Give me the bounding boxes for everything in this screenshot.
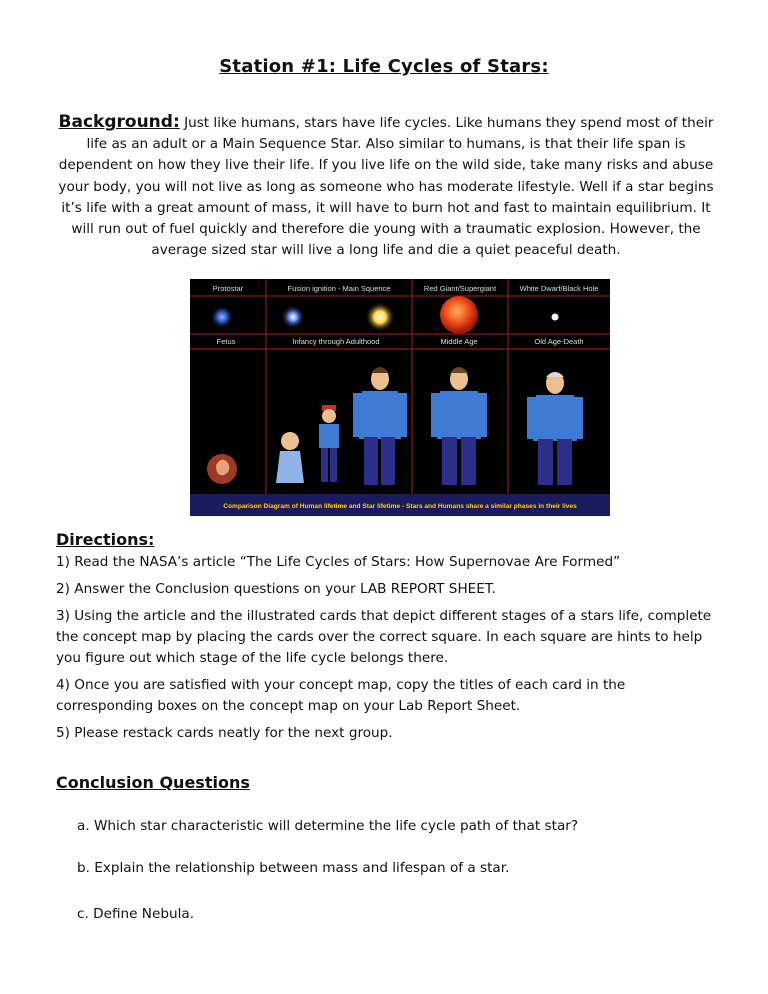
star-human-lifecycle-diagram — [190, 279, 610, 516]
direction-item: 1) Read the NASA’s article “The Life Cycles of Stars: How Supernovae Are Formed” — [56, 554, 621, 570]
human-stage-fetus: Fetus — [216, 337, 236, 346]
directions-list — [56, 552, 716, 750]
directions-heading: Directions: — [56, 530, 155, 549]
white-dwarf-image — [552, 314, 559, 321]
page-title: Station #1: Life Cycles of Stars: — [219, 56, 549, 77]
star-stage-protostar: Protostar — [212, 284, 244, 293]
background-text: Just like humans, stars have life cycles. Like humans they spend most of their life as an adult or a Main Sequence Star. Also similar to humans, is that their life span is dependent on how they live their life. If you live life on the wild side, take many risks and abuse your body, you will not live as long as someone who has moderate lifestyle. Well if a star begins it’s life with a great amount of mass, it will have to burn hot and fast to maintain equilibrium. It will run out of fuel quickly and therefore die young with a traumatic explosion. However, the average sized star will live a long life and die a quiet peaceful death. — [58, 115, 714, 259]
human-stage-middle-age: Middle Age — [440, 337, 478, 346]
direction-item: 4) Once you are satisfied with your concept map, copy the titles of each card in the corresponding boxes on the concept map on your Lab Report Sheet. — [56, 677, 626, 714]
star-stage-red-giant: Red Giant/Supergiant — [423, 284, 497, 293]
conclusion-heading: Conclusion Questions — [56, 773, 250, 792]
background-label: Background: — [58, 112, 180, 132]
background-paragraph — [52, 112, 720, 261]
protostar-image — [210, 305, 234, 329]
child-figure — [319, 405, 339, 482]
blue-star-image — [281, 305, 305, 329]
human-stage-old-age: Old Age-Death — [534, 337, 584, 346]
yellow-star-image — [365, 302, 395, 332]
direction-item: 2) Answer the Conclusion questions on your LAB REPORT SHEET. — [56, 581, 496, 597]
baby-figure — [276, 432, 304, 483]
conclusion-question: a. Which star characteristic will determine the life cycle path of that star? — [77, 818, 579, 834]
direction-item: 3) Using the article and the illustrated cards that depict different stages of a stars life, complete the concept map by placing the cards over the correct square. In each square are hints to help you figure out which stage of the life cycle belongs there. — [56, 608, 712, 666]
conclusion-question: c. Define Nebula. — [77, 906, 195, 922]
adult-figure — [353, 367, 407, 485]
human-stage-infancy: Infancy through Adulthood — [292, 337, 380, 346]
direction-item: 5) Please restack cards neatly for the next group. — [56, 725, 393, 741]
diagram-svg — [190, 279, 610, 516]
middle-age-figure — [431, 367, 487, 485]
star-stage-white-dwarf: White Dwarf/Black Hole — [519, 284, 599, 293]
red-giant-image — [440, 296, 478, 334]
old-age-figure — [527, 372, 583, 485]
star-stage-main-sequence: Fusion ignition - Main Squence — [287, 284, 391, 293]
diagram-caption: Comparison Diagram of Human lifetime and Star lifetime - Stars and Humans share a similar phases in their lives — [223, 503, 577, 510]
fetus-figure — [207, 454, 237, 484]
conclusion-question: b. Explain the relationship between mass and lifespan of a star. — [77, 860, 510, 876]
